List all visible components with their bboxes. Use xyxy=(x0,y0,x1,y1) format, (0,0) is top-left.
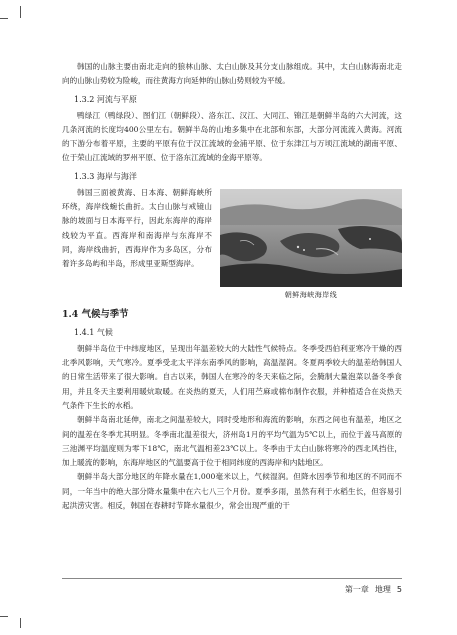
page-footer xyxy=(62,578,402,594)
coastline-photo xyxy=(220,189,402,287)
section-heading-coast: 1.3.3 海岸与海洋 xyxy=(74,171,137,181)
chapter-section-heading-climate: 1.4 气候与季节 xyxy=(62,308,129,320)
footer-text xyxy=(339,584,402,595)
footer-title: 地理 xyxy=(374,585,391,594)
figure-caption: 朝鲜海峡海岸线 xyxy=(284,290,338,299)
paragraph-climate-3: 朝鲜半岛大部分地区的年降水量在1,000毫米以上，气候湿润。但降水因季节和地区的不同而不同，一年当中的绝大部分降水量集中在六七八三个月份。夏季多雨，虽然有利于水稻生长，但容易引起洪涝灾害。相反，韩国在春耕时节降水量很少，常会出现严重的干 xyxy=(62,472,402,511)
section-heading-climate: 1.4.1 气候 xyxy=(74,327,113,337)
coastline-figure xyxy=(220,189,402,300)
paragraph-climate-1: 朝鲜半岛位于中纬度地区，呈现出年温差较大的大陆性气候特点。冬季受西伯利亚寒冷干燥的西北季风影响，天气寒冷。夏季受北太平洋东南季风的影响，高温湿润。冬夏两季较大的温差给韩国人的日常生活带来了很大影响。自古以来，韩国人在寒冷的冬天来临之际，会腌制大量泡菜以备冬季食用，并且冬天主要利用暖炕取暖。在炎热的夏天，人们用苎麻或棉布制作衣服，并种植适合在炎热天气条件下生长的水稻。 xyxy=(62,343,402,410)
section-heading-rivers: 1.3.2 河流与平原 xyxy=(74,94,137,104)
paragraph-rivers: 鸭绿江（鸭绿段）、图们江（朝鲜段）、洛东江、汉江、大同江、锦江是朝鲜半岛的六大河流，这几条河流的长度均400公里左右。朝鲜半岛的山地多集中在北部和东部，大部分河流流入黄海。河流的下游分布着平原，主要的平原有位于汉江流域的金浦平原、位于东津江与万顷江流域的湖南平原、位于荣山江流域的罗州平原、位于洛东江流域的金海平原等。 xyxy=(62,110,402,163)
crop-mark-bottom xyxy=(8,618,21,628)
paragraph-mountains: 韩国的山脉主要由南北走向的狼林山脉、太白山脉及其分支山脉组成。其中，太白山脉海南北走向的山脉山势较为险峻，而往黄海方向延伸的山脉山势则较为平缓。 xyxy=(62,62,402,86)
page-number: 5 xyxy=(396,585,402,594)
footer-chapter: 第一章 xyxy=(344,585,369,594)
crop-mark-top-h xyxy=(0,18,8,19)
page-body xyxy=(62,60,402,513)
paragraph-climate-2: 朝鲜半岛南北延伸，南北之间温差较大，同时受地形和海流的影响，东西之间也有温差，地区之间的温差在冬季尤其明显。冬季南北温差很大，济州岛1月的平均气温为5℃以上，而位于盖马高原的三池渊平均温度则为零下18℃，南北气温相差23℃以上。冬季由于太白山脉将寒冷的西北风挡住，加上暖流的影响，东海岸地区的气温要高于位于相同纬度的西海岸和内陆地区。 xyxy=(62,415,402,468)
crop-mark-top xyxy=(8,6,21,18)
coast-block xyxy=(62,186,402,300)
paragraph-coast: 韩国三面被黄海、日本海、朝鲜海峡所环绕，海岸线蜿长曲折。太白山脉与戒镜山脉的坡面与日本海平行，因此东海岸的海岸线较为平直。西海岸和南海岸与东海岸不同，海岸线曲折，西海岸作为多岛区，分布着许多岛屿和半岛，形成里亚斯型海岸。 xyxy=(62,187,212,269)
crop-mark-bottom-h xyxy=(0,616,8,617)
